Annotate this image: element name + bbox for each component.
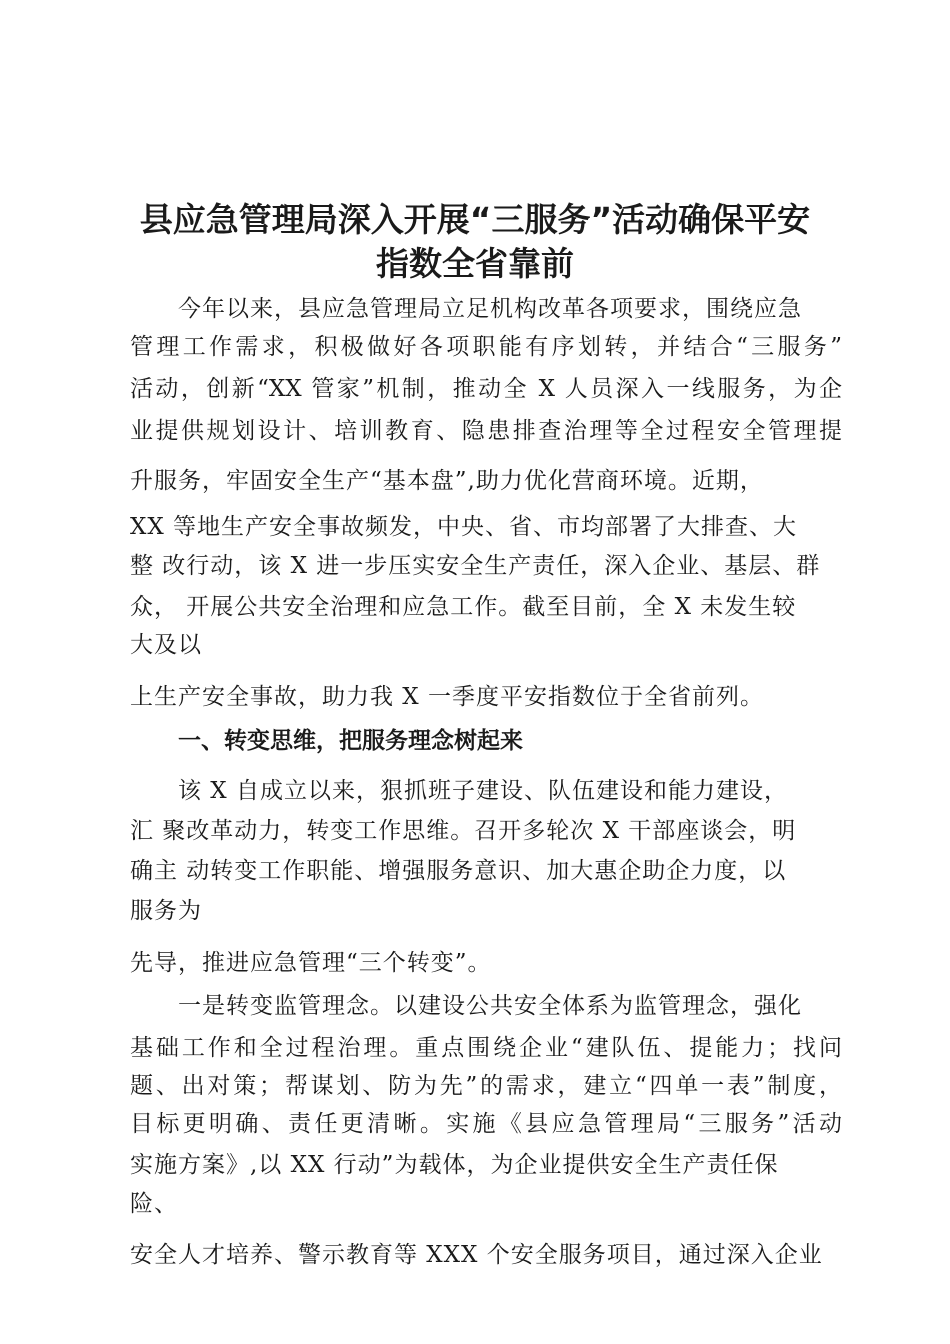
document-title-line-2: 指数全省靠前 <box>376 244 574 283</box>
paragraph-line: 目标更明确、责任更清晰。实施《县应急管理局“三服务”活动 <box>130 1111 842 1137</box>
paragraph-line: 服务为 <box>130 898 202 924</box>
paragraph-line: 上生产安全事故，助力我 X 一季度平安指数位于全省前列。 <box>130 684 764 710</box>
paragraph-line: 该 X 自成立以来，狠抓班子建设、队伍建设和能力建设， <box>178 778 788 804</box>
paragraph-line: 险、 <box>130 1191 178 1217</box>
paragraph-line: 汇 聚改革动力，转变工作思维。召开多轮次 X 干部座谈会，明 <box>130 818 797 844</box>
document-title-line-1: 县应急管理局深入开展“三服务”活动确保平安 <box>139 200 811 239</box>
paragraph-line: 升服务，牢固安全生产“基本盘”,助力优化营商环境。近期， <box>130 468 764 494</box>
paragraph-line: 大及以 <box>130 632 202 658</box>
paragraph-line: 基础工作和全过程治理。重点围绕企业“建队伍、提能力；找问 <box>130 1035 842 1061</box>
paragraph-line: 众， 开展公共安全治理和应急工作。截至目前，全 X 未发生较 <box>130 594 797 620</box>
paragraph-line: XX 等地生产安全事故频发，中央、省、市均部署了大排查、大 <box>130 514 798 540</box>
section-heading: 一、转变思维，把服务理念树起来 <box>178 728 523 754</box>
paragraph-line: 今年以来，县应急管理局立足机构改革各项要求，围绕应急 <box>178 296 802 322</box>
paragraph-line: 整 改行动，该 X 进一步压实安全生产责任，深入企业、基层、群 <box>130 553 821 579</box>
paragraph-line: 确主 动转变工作职能、增强服务意识、加大惠企助企力度，以 <box>130 858 787 884</box>
paragraph-line: 管理工作需求，积极做好各项职能有序划转，并结合“三服务” <box>130 334 842 360</box>
paragraph-line: 先导，推进应急管理“三个转变”。 <box>130 950 492 976</box>
paragraph-line: 安全人才培养、警示教育等 XXX 个安全服务项目，通过深入企业 <box>130 1242 823 1268</box>
paragraph-line: 一是转变监管理念。以建设公共安全体系为监管理念，强化 <box>178 993 802 1019</box>
paragraph-line: 题、出对策；帮谋划、防为先”的需求，建立“四单一表”制度， <box>130 1073 842 1099</box>
paragraph-line: 实施方案》,以 XX 行动”为载体，为企业提供安全生产责任保 <box>130 1152 779 1178</box>
paragraph-line: 活动，创新“XX 管家”机制，推动全 X 人员深入一线服务，为企 <box>130 376 842 402</box>
paragraph-line: 业提供规划设计、培训教育、隐患排查治理等全过程安全管理提 <box>130 418 842 444</box>
